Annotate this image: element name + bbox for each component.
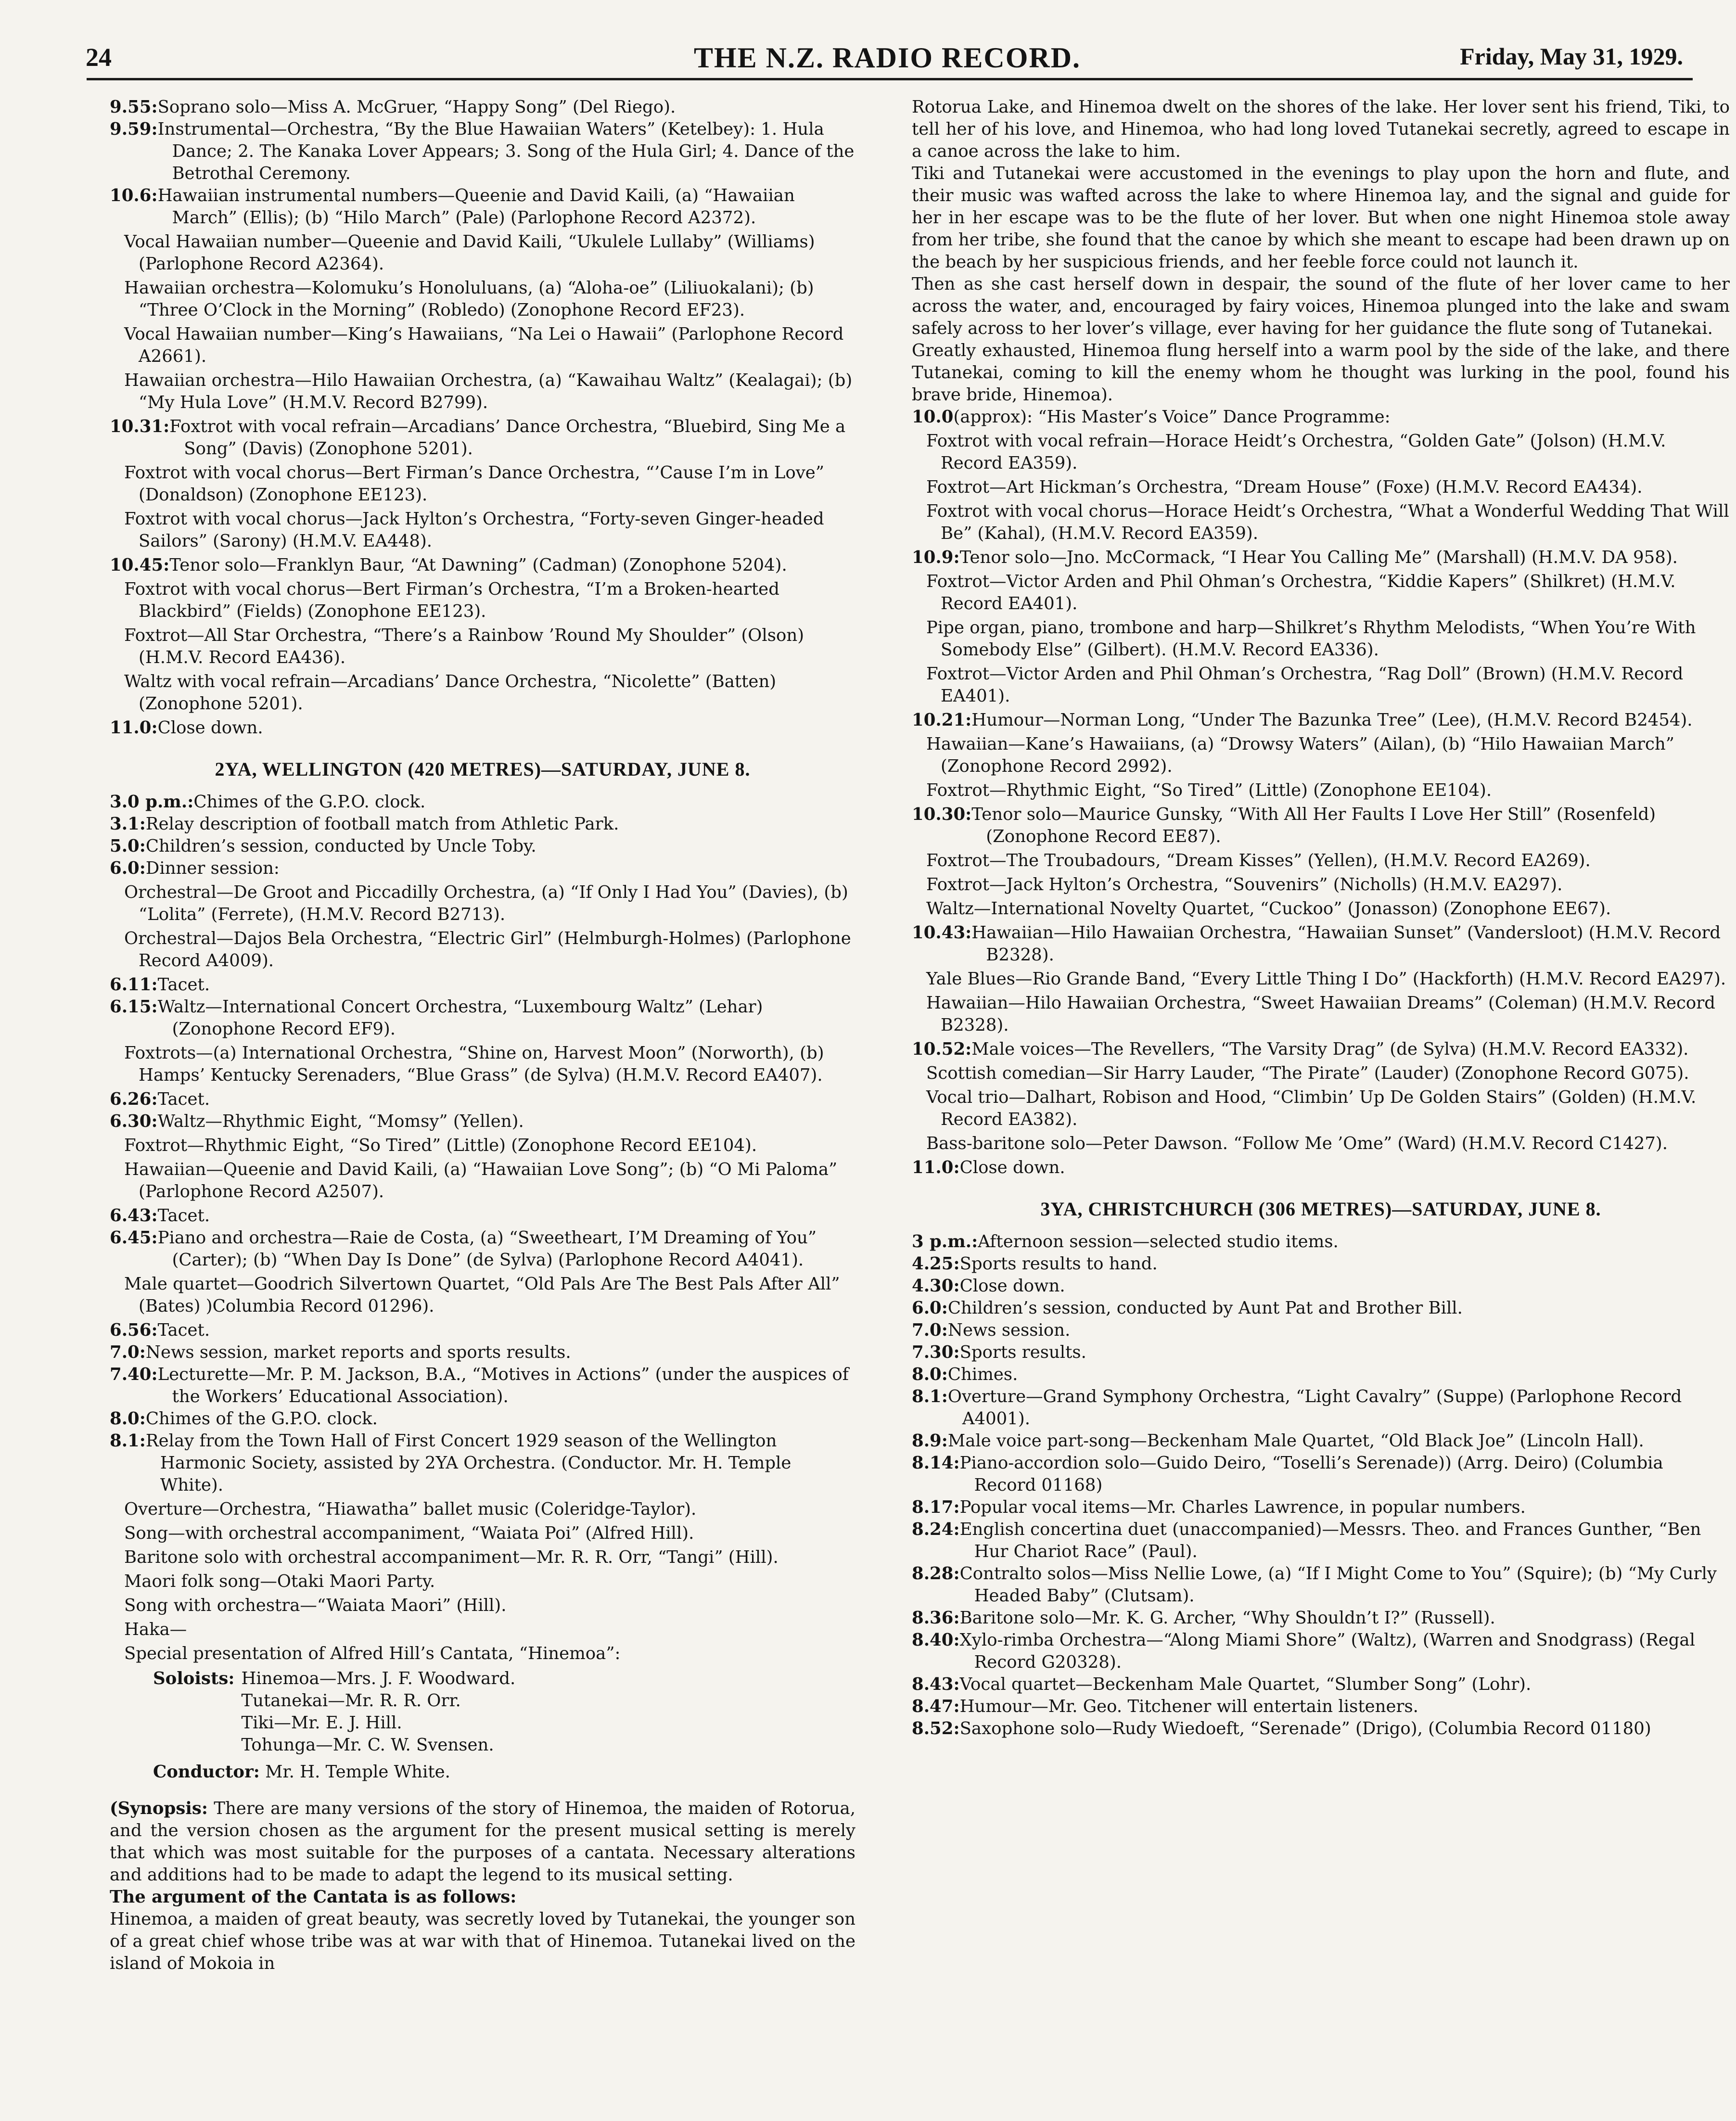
page-header [82, 38, 1693, 77]
programme-entry [110, 857, 855, 880]
entry-time: 11.0: [110, 718, 158, 738]
section-heading-3ya: 3YA, CHRISTCHURCH (306 METRES)—SATURDAY, JUNE 8. [1040, 1198, 1601, 1220]
story-paragraph: Then as she cast herself down in despair, the sound of the flute of her lover came to her across the water, and, encouraged by fairy voices, Hinemoa plunged into the lake and swam safely across to her lover’s village, ever having for her guidance the flute song of Tutanekai. [912, 274, 1730, 338]
page-number: 24 [86, 43, 112, 72]
conductor-name: Mr. H. Temple White. [265, 1762, 450, 1782]
entry-text: Children’s session, conducted by Uncle Toby. [145, 836, 536, 856]
programme-sub-entry: Yale Blues—Rio Grande Band, “Every Little Thing I Do” (Hackforth) (H.M.V. Record EA297). [926, 969, 1726, 989]
entry-text: News session, market reports and sports results. [145, 1342, 571, 1362]
entry-time: 10.6: [110, 186, 158, 205]
programme-entry [110, 717, 855, 739]
entry-text: Hawaiian—Hilo Hawaiian Orchestra, “Hawaiian Sunset” (Vandersloot) (H.M.V. Record B2328). [971, 923, 1721, 965]
programme-sub-entry: Waltz—International Novelty Quartet, “Cuckoo” (Jonasson) (Zonophone EE67). [926, 899, 1611, 919]
synopsis-text: There are many versions of the story of Hinemoa, the maiden of Rotorua, and the version chosen as the argument for the present musical setting is merely that which was most suitable for the purposes of a cantata. Necessary alterations and additions had to be made to adapt the legend to its musical setting. [110, 1799, 855, 1885]
programme-sub-entry: Foxtrot—Jack Hylton’s Orchestra, “Souvenirs” (Nicholls) (H.M.V. EA297). [926, 875, 1563, 894]
programme-sub-entry: Song with orchestra—“Waiata Maori” (Hill). [124, 1596, 507, 1615]
entry-text: Tenor solo—Franklyn Baur, “At Dawning” (Cadman) (Zonophone 5204). [169, 555, 787, 575]
entry-time: 8.1: [912, 1387, 948, 1406]
programme-entry [110, 791, 855, 813]
entry-time: 10.0 [912, 407, 954, 427]
programme-entry [912, 1297, 1730, 1319]
synopsis-label: (Synopsis: [110, 1799, 208, 1818]
entry-text: Lecturette—Mr. P. M. Jackson, B.A., “Motives in Actions” (under the auspices of the Workers’ Educational Association). [157, 1365, 849, 1406]
entry-time: 7.0: [110, 1342, 146, 1362]
entry-time: 8.52: [912, 1719, 960, 1738]
entry-text: Chimes. [947, 1365, 1018, 1384]
entry-time: 9.55: [110, 97, 158, 117]
argument-intro: The argument of the Cantata is as follows: [110, 1887, 517, 1907]
entry-time: 10.52: [912, 1039, 972, 1059]
entry-time: 8.43: [912, 1674, 960, 1694]
entry-text: Tacet. [157, 1089, 210, 1109]
programme-entry [912, 1430, 1730, 1452]
entry-time: 3 p.m.: [912, 1232, 978, 1252]
entry-time: 6.15: [110, 997, 158, 1017]
entry-time: 8.9: [912, 1431, 948, 1451]
entry-text: Close down. [157, 718, 263, 738]
programme-sub-entry: Foxtrot with vocal chorus—Jack Hylton’s Orchestra, “Forty-seven Ginger-headed Sailors” (Sarony) (H.M.V. EA448). [124, 509, 824, 551]
publication-title: THE N.Z. RADIO RECORD. [693, 42, 1081, 74]
entry-text: Baritone solo—Mr. K. G. Archer, “Why Shouldn’t I?” (Russell). [959, 1608, 1495, 1628]
programme-entry [912, 1253, 1730, 1275]
entry-text: Waltz—Rhythmic Eight, “Momsy” (Yellen). [157, 1112, 524, 1131]
entry-text: Chimes of the G.P.O. clock. [145, 1409, 378, 1429]
entry-text: Afternoon session—selected studio items. [978, 1232, 1339, 1252]
entry-time: 6.11: [110, 975, 158, 995]
entry-time: 4.25: [912, 1254, 960, 1274]
programme-sub-entry: Foxtrot—All Star Orchestra, “There’s a Rainbow ’Round My Shoulder” (Olson) (H.M.V. Record EA436). [124, 626, 804, 667]
programme-entry [912, 1038, 1730, 1060]
entry-text: Male voice part-song—Beckenham Male Quartet, “Old Black Joe” (Lincoln Hall). [947, 1431, 1644, 1451]
programme-sub-entry: Foxtrot with vocal chorus—Bert Firman’s Orchestra, “I’m a Broken-hearted Blackbird” (Fields) (Zonophone EE123). [124, 579, 779, 621]
programme-entry [110, 1205, 855, 1227]
programme-entry [912, 547, 1730, 569]
conductor-label: Conductor: [153, 1762, 260, 1782]
entry-text: Relay description of football match from Athletic Park. [145, 814, 619, 834]
entry-time: 4.30: [912, 1276, 960, 1296]
entry-text: Vocal quartet—Beckenham Male Quartet, “Slumber Song” (Lohr). [959, 1674, 1532, 1694]
entry-time: 8.1: [110, 1431, 146, 1451]
programme-sub-entry: Hawaiian—Kane’s Hawaiians, (a) “Drowsy Waters” (Ailan), (b) “Hilo Hawaiian March” (Zonophone Record 2992). [926, 734, 1674, 776]
programme-sub-entry: Song—with orchestral accompaniment, “Waiata Poi” (Alfred Hill). [124, 1523, 694, 1543]
entry-time: 5.0: [110, 836, 146, 856]
programme-sub-entry: Vocal trio—Dalhart, Robison and Hood, “Climbin’ Up De Golden Stairs” (Golden) (H.M.V. Record EA382). [926, 1087, 1697, 1129]
entry-text: Tacet. [157, 1206, 210, 1226]
programme-entry [110, 1227, 855, 1271]
programme-entry [110, 1430, 855, 1496]
soloists-list [153, 1668, 855, 1756]
programme-entry [912, 1696, 1730, 1718]
programme-entry [110, 1342, 855, 1364]
entry-text: Sports results. [959, 1342, 1086, 1362]
entry-time: 11.0: [912, 1158, 960, 1177]
entry-time: 8.24: [912, 1520, 960, 1539]
entry-text: (approx): “His Master’s Voice” Dance Programme: [953, 407, 1391, 427]
conductor-line [153, 1761, 855, 1783]
story-paragraph: Greatly exhausted, Hinemoa flung herself into a warm pool by the side of the lake, and there Tutanekai, coming to kill the enemy whom he thought was lurking in the pool, found his brave bride, Hinemoa). [912, 341, 1730, 405]
entry-time: 8.0: [912, 1365, 948, 1384]
programme-entry [912, 1452, 1730, 1496]
programme-entry [912, 1629, 1730, 1674]
programme-entry [912, 1519, 1730, 1563]
programme-sub-entry: Hawaiian orchestra—Hilo Hawaiian Orchestra, (a) “Kawaihau Waltz” (Kealagai); (b) “My Hula Love” (H.M.V. Record B2799). [124, 371, 853, 412]
soloists-names [241, 1668, 515, 1756]
entry-text: Close down. [959, 1158, 1065, 1177]
programme-entry [110, 1319, 855, 1342]
entry-text: Piano and orchestra—Raie de Costa, (a) “Sweetheart, I’M Dreaming of You” (Carter); (b) “When Day Is Done” (de Sylva) (Parlophone Record A4041). [157, 1228, 817, 1270]
programme-entry [110, 96, 855, 118]
programme-entry [110, 1408, 855, 1430]
entry-text: Humour—Mr. Geo. Titchener will entertain listeners. [959, 1697, 1418, 1716]
programme-entry [912, 922, 1730, 966]
programme-entry [912, 1342, 1730, 1364]
programme-sub-entry: Foxtrot with vocal chorus—Horace Heidt’s Orchestra, “What a Wonderful Wedding That Will Be” (Kahal), (H.M.V. Record EA359). [926, 501, 1729, 543]
entry-time: 6.26: [110, 1089, 158, 1109]
entry-text: Piano-accordion solo—Guido Deiro, “Toselli’s Serenade)) (Arrg. Deiro) (Columbia Record 01168) [959, 1453, 1663, 1495]
entry-time: 7.30: [912, 1342, 960, 1362]
entry-text: Contralto solos—Miss Nellie Lowe, (a) “If I Might Come to You” (Squire); (b) “My Curly Headed Baby” (Clutsam). [959, 1564, 1717, 1606]
programme-sub-entry: Foxtrot—Victor Arden and Phil Ohman’s Orchestra, “Kiddie Kapers” (Shilkret) (H.M.V. Record EA401). [926, 572, 1676, 613]
programme-sub-entry: Foxtrot—The Troubadours, “Dream Kisses” (Yellen), (H.M.V. Record EA269). [926, 851, 1591, 870]
entry-time: 7.40: [110, 1365, 158, 1384]
entry-time: 3.0 p.m.: [110, 792, 194, 812]
programme-block-hmv-dance [912, 406, 1730, 1179]
entry-text: Children’s session, conducted by Aunt Pat and Brother Bill. [947, 1298, 1463, 1318]
programme-sub-entry: Hawaiian—Hilo Hawaiian Orchestra, “Sweet Hawaiian Dreams” (Coleman) (H.M.V. Record B2328). [926, 993, 1715, 1035]
entry-text: Tenor solo—Jno. McCormack, “I Hear You Calling Me” (Marshall) (H.M.V. DA 958). [959, 548, 1678, 567]
entry-time: 7.0: [912, 1320, 948, 1340]
programme-sub-entry: Maori folk song—Otaki Maori Party. [124, 1572, 435, 1591]
programme-entry [912, 1607, 1730, 1629]
entry-text: Saxophone solo—Rudy Wiedoeft, “Serenade” (Drigo), (Columbia Record 01180) [959, 1719, 1651, 1738]
entry-time: 10.30: [912, 805, 972, 824]
entry-text: Foxtrot with vocal refrain—Arcadians’ Dance Orchestra, “Bluebird, Sing Me a Song” (Davis) (Zonophone 5201). [169, 417, 846, 459]
entry-text: Chimes of the G.P.O. clock. [193, 792, 426, 812]
programme-entry [110, 974, 855, 996]
soloist: Tiki—Mr. E. J. Hill. [241, 1713, 402, 1733]
entry-text: English concertina duet (unaccompanied)—Messrs. Theo. and Frances Gunther, “Ben Hur Chariot Race” (Paul). [959, 1520, 1701, 1561]
programme-entry [912, 1718, 1730, 1740]
entry-time: 10.31: [110, 417, 170, 436]
entry-time: 8.36: [912, 1608, 960, 1628]
hinemoa-story [912, 96, 1730, 406]
programme-sub-entry: Foxtrot with vocal refrain—Horace Heidt’s Orchestra, “Golden Gate” (Jolson) (H.M.V. Record EA359). [926, 431, 1666, 473]
story-paragraph: Rotorua Lake, and Hinemoa dwelt on the shores of the lake. Her lover sent his friend, Tiki, to tell her of his love, and Hinemoa, who had long loved Tutanekai secretly, agreed to escape in a canoe across the lake to him. [912, 97, 1730, 161]
programme-entry [912, 1496, 1730, 1519]
entry-text: Tacet. [157, 1320, 210, 1340]
soloists-label: Soloists: [153, 1669, 235, 1688]
programme-sub-entry: Hawaiian—Queenie and David Kaili, (a) “Hawaiian Love Song”; (b) “O Mi Paloma” (Parlophone Record A2507). [124, 1160, 838, 1201]
section-heading-2ya: 2YA, WELLINGTON (420 METRES)—SATURDAY, JUNE 8. [215, 758, 751, 780]
soloist: Hinemoa—Mrs. J. F. Woodward. [241, 1669, 516, 1688]
entry-time: 8.28: [912, 1564, 960, 1584]
entry-time: 8.40: [912, 1630, 960, 1650]
programme-entry [912, 1563, 1730, 1607]
entry-time: 9.59: [110, 119, 158, 139]
programme-sub-entry: Baritone solo with orchestral accompaniment—Mr. R. R. Orr, “Tangi” (Hill). [124, 1547, 779, 1567]
programme-entry [110, 813, 855, 835]
programme-sub-entry: Bass-baritone solo—Peter Dawson. “Follow Me ’Ome” (Ward) (H.M.V. Record C1427). [926, 1134, 1668, 1153]
entry-text: Humour—Norman Long, “Under The Bazunka Tree” (Lee), (H.M.V. Record B2454). [971, 710, 1693, 730]
programme-sub-entry: Vocal Hawaiian number—Queenie and David Kaili, “Ukulele Lullaby” (Williams) (Parlophone Record A2364). [124, 232, 815, 274]
programme-entry [110, 835, 855, 857]
entry-time: 6.45: [110, 1228, 158, 1248]
entry-text: Male voices—The Revellers, “The Varsity Drag” (de Sylva) (H.M.V. Record EA332). [971, 1039, 1689, 1059]
programme-entry [110, 1111, 855, 1133]
programme-sub-entry: Overture—Orchestra, “Hiawatha” ballet music (Coleridge-Taylor). [124, 1499, 697, 1519]
programme-sub-entry: Hawaiian orchestra—Kolomuku’s Honoluluans, (a) “Aloha-oe” (Liliuokalani); (b) “Three O’Clock in the Morning” (Robledo) (Zonophone Record EF23). [124, 278, 814, 320]
entry-text: Popular vocal items—Mr. Charles Lawrence, in popular numbers. [959, 1497, 1526, 1517]
left-column [110, 96, 855, 1975]
entry-time: 10.45: [110, 555, 170, 575]
entry-text: Xylo-rimba Orchestra—“Along Miami Shore” (Waltz), (Warren and Snodgrass) (Regal Record G20328). [959, 1630, 1695, 1672]
programme-sub-entry: Haka— [124, 1620, 187, 1639]
entry-text: Relay from the Town Hall of First Concert 1929 season of the Wellington Harmonic Society, assisted by 2YA Orchestra. (Conductor. Mr. H. Temple White). [145, 1431, 791, 1495]
issue-date: Friday, May 31, 1929. [1460, 43, 1683, 70]
entry-time: 8.17: [912, 1497, 960, 1517]
programme-entry [110, 416, 855, 460]
entry-time: 6.30: [110, 1112, 158, 1131]
soloist: Tutanekai—Mr. R. R. Orr. [241, 1691, 461, 1711]
programme-entry [912, 1275, 1730, 1297]
entry-time: 3.1: [110, 814, 146, 834]
programme-entry [912, 1674, 1730, 1696]
programme-entry [110, 1088, 855, 1111]
entry-text: Tacet. [157, 975, 210, 995]
programme-sub-entry: Pipe organ, piano, trombone and harp—Shilkret’s Rhythm Melodists, “When You’re With Somebody Else” (Gilbert). (H.M.V. Record EA336). [926, 618, 1696, 660]
programme-entry [110, 118, 855, 185]
programme-entry [110, 996, 855, 1040]
entry-time: 6.56: [110, 1320, 158, 1340]
entry-text: Instrumental—Orchestra, “By the Blue Hawaiian Waters” (Ketelbey): 1. Hula Dance; 2. The Kanaka Lover Appears; 3. Song of the Hula Girl; 4. Dance of the Betrothal Ceremony. [157, 119, 855, 183]
entry-time: 6.43: [110, 1206, 158, 1226]
programme-entry [912, 1231, 1730, 1253]
entry-time: 6.0: [110, 858, 146, 878]
entry-text: Soprano solo—Miss A. McGruer, “Happy Song” (Del Riego). [157, 97, 676, 117]
header-rule [87, 78, 1693, 80]
programme-sub-entry: Foxtrots—(a) International Orchestra, “Shine on, Harvest Moon” (Norworth), (b) Hamps’ Kentucky Serenaders, “Blue Grass” (de Sylva) (H.M.V. Record EA407). [124, 1043, 824, 1085]
programme-block-2ya [110, 791, 855, 1665]
entry-text: Dinner session: [145, 858, 280, 878]
soloist: Tohunga—Mr. C. W. Svensen. [241, 1735, 494, 1755]
programme-entry [110, 554, 855, 576]
programme-block-1yA-end [110, 96, 855, 739]
programme-entry [110, 1364, 855, 1408]
programme-sub-entry: Vocal Hawaiian number—King’s Hawaiians, “Na Lei o Hawaii” (Parlophone Record A2661). [124, 324, 844, 366]
programme-entry [912, 406, 1730, 428]
entry-time: 8.0: [110, 1409, 146, 1429]
programme-sub-entry: Orchestral—Dajos Bela Orchestra, “Electric Girl” (Helmburgh-Holmes) (Parlophone Record A4009). [124, 929, 851, 971]
entry-text: Overture—Grand Symphony Orchestra, “Light Cavalry” (Suppe) (Parlophone Record A4001). [947, 1387, 1682, 1429]
programme-sub-entry: Male quartet—Goodrich Silvertown Quartet, “Old Pals Are The Best Pals After All” (Bates) )Columbia Record 01296). [124, 1274, 840, 1316]
entry-time: 10.9: [912, 548, 960, 567]
programme-sub-entry: Scottish comedian—Sir Harry Lauder, “The Pirate” (Lauder) (Zonophone Record G075). [926, 1063, 1689, 1083]
programme-sub-entry: Special presentation of Alfred Hill’s Cantata, “Hinemoa”: [124, 1644, 621, 1663]
programme-entry [912, 709, 1730, 731]
programme-sub-entry: Foxtrot—Rhythmic Eight, “So Tired” (Little) (Zonophone EE104). [926, 780, 1492, 800]
argument-paragraph-1: Hinemoa, a maiden of great beauty, was secretly loved by Tutanekai, the younger son of a great chief whose tribe was at war with that of Hinemoa. Tutanekai lived on the island of Mokoia in [110, 1909, 855, 1973]
entry-time: 8.47: [912, 1697, 960, 1716]
entry-text: Hawaiian instrumental numbers—Queenie and David Kaili, (a) “Hawaiian March” (Ellis); (b) “Hilo March” (Pale) (Parlophone Record A2372). [157, 186, 795, 228]
entry-text: Close down. [959, 1276, 1065, 1296]
programme-sub-entry: Foxtrot—Rhythmic Eight, “So Tired” (Little) (Zonophone Record EE104). [124, 1136, 757, 1155]
programme-entry [912, 1157, 1730, 1179]
entry-time: 10.21: [912, 710, 972, 730]
right-column [912, 96, 1730, 1740]
story-paragraph: Tiki and Tutanekai were accustomed in the evenings to play upon the horn and flute, and their music was wafted across the lake to where Hinemoa lay, and the signal and guide for her in her escape was to be the flute of her lover. But when one night Hinemoa stole away from her tribe, she found that the canoe by which she meant to escape had been drawn up on the beach by her suspicious friends, and her feeble force could not launch it. [912, 164, 1730, 272]
programme-entry [912, 1386, 1730, 1430]
entry-text: Sports results to hand. [959, 1254, 1158, 1274]
programme-entry [110, 185, 855, 229]
entry-time: 8.14: [912, 1453, 960, 1473]
entry-text: Tenor solo—Maurice Gunsky, “With All Her Faults I Love Her Still” (Rosenfeld) (Zonophone Record EE87). [971, 805, 1656, 846]
programme-entry [912, 804, 1730, 848]
programme-sub-entry: Foxtrot—Art Hickman’s Orchestra, “Dream House” (Foxe) (H.M.V. Record EA434). [926, 477, 1643, 497]
programme-block-3ya [912, 1231, 1730, 1740]
programme-entry [912, 1319, 1730, 1342]
programme-sub-entry: Foxtrot—Victor Arden and Phil Ohman’s Orchestra, “Rag Doll” (Brown) (H.M.V. Record EA401). [926, 664, 1684, 706]
synopsis-paragraph [110, 1798, 855, 1886]
programme-sub-entry: Foxtrot with vocal chorus—Bert Firman’s Dance Orchestra, “’Cause I’m in Love” (Donaldson) (Zonophone EE123). [124, 463, 824, 505]
programme-sub-entry: Orchestral—De Groot and Piccadilly Orchestra, (a) “If Only I Had You” (Davies), (b) “Lolita” (Ferrete), (H.M.V. Record B2713). [124, 882, 848, 924]
programme-sub-entry: Waltz with vocal refrain—Arcadians’ Dance Orchestra, “Nicolette” (Batten) (Zonophone 5201). [124, 672, 777, 714]
programme-entry [912, 1364, 1730, 1386]
entry-time: 10.43: [912, 923, 972, 943]
entry-text: Waltz—International Concert Orchestra, “Luxembourg Waltz” (Lehar) (Zonophone Record EF9). [157, 997, 763, 1039]
entry-text: News session. [947, 1320, 1071, 1340]
entry-time: 6.0: [912, 1298, 948, 1318]
